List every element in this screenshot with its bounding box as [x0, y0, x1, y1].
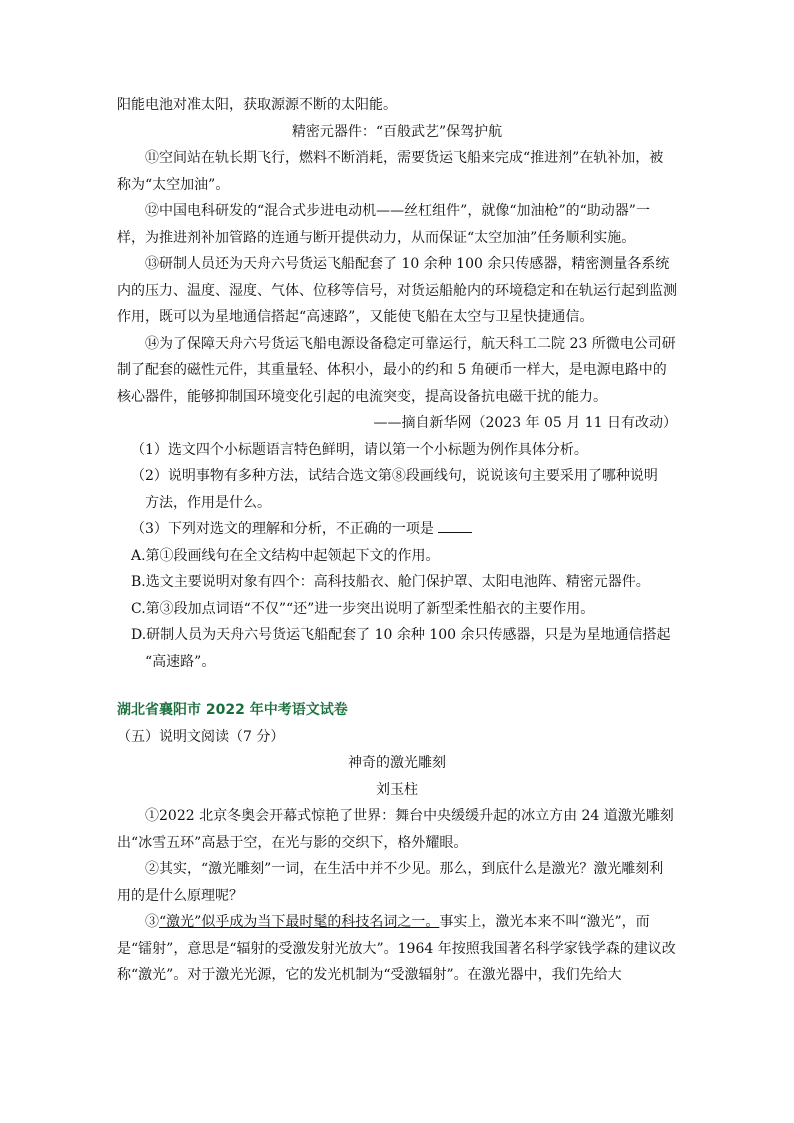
question-3-text: （3）下列对选文的理解和分析，不正确的一项是	[131, 521, 434, 537]
option-a: A.第①段画线句在全文结构中起领起下文的作用。	[131, 547, 440, 564]
option-b: B.选文主要说明对象有四个：高科技船衣、舱门保护罩、太阳电池阵、精密元器件。	[131, 574, 650, 590]
option-d: D.研制人员为天舟六号货运飞船配套了 10 余种 100 余只传感器，只是为星地通信搭起	[131, 627, 671, 643]
paragraph-continuation: 阳能电池对准太阳，获取源源不断的太阳能。	[117, 97, 397, 113]
article-author: 刘玉柱	[376, 781, 418, 798]
paragraph-13: ⑬研制人员还为天舟六号货运飞船配套了 10 余种 100 余只传感器，精密测量各系统内的压力、温度、湿度、气体、位移等信号，对货运船舱内的环境稳定和在轨运行起到监测作用，既可以为星地通信搭起“高速路”，又能使飞船在太空与卫星快捷通信。	[117, 256, 677, 325]
document-page	[117, 92, 677, 989]
answer-blank[interactable]	[438, 516, 472, 533]
article-paragraph-1: ①2022 北京冬奥会开幕式惊艳了世界：舞台中央缓缓升起的冰立方由 24 道激光雕刻出“冰雪五环”高悬于空，在光与影的交织下，格外耀眼。	[117, 808, 674, 851]
source-citation: ——摘自新华网（2023 年 05 月 11 日有改动）	[373, 415, 677, 431]
underlined-sentence: “激光”似乎成为当下最时髦的科技名词之一。	[159, 914, 440, 930]
option-c: C.第③段加点词语“不仅”“还”进一步突出说明了新型柔性船衣的主要作用。	[131, 600, 595, 617]
section-heading: （五）说明文阅读（7 分）	[117, 728, 285, 745]
paragraph-12: ⑫中国电科研发的“混合式步进电动机——丝杠组件”，就像“加油枪”的“助动器”一样，为推进剂补加管路的连通与断开提供动力，从而保证“太空加油”任务顺利实施。	[117, 203, 650, 246]
exam-title: 湖北省襄阳市 2022 年中考语文试卷	[117, 702, 348, 718]
question-2: （2）说明事物有多种方法，试结合选文第⑧段画线句，说说该句主要采用了哪种说明	[131, 468, 658, 484]
question-1: （1）选文四个小标题语言特色鲜明，请以第一个小标题为例作具体分析。	[131, 441, 588, 458]
subheading-precision-components: 精密元器件：“百般武艺”保驾护航	[291, 123, 503, 140]
spacer	[117, 675, 677, 681]
question-3	[117, 516, 677, 543]
article-title: 神奇的激光雕刻	[348, 755, 446, 771]
paragraph-3-rest: 事实上，激光本来不叫“激光”，而是“镭射”，意思是“辐射的受激发射光放大”。1964 年按照我国著名科学家钱学森的建议改称“激光”。对于激光光源，它的发光机制为“受激辐射”。在激光器中，我们先给大	[117, 914, 676, 983]
paragraph-11: ⑪空间站在轨长期飞行，燃料不断消耗，需要货运飞船来完成“推进剂”在轨补加，被称为“太空加油”。	[117, 150, 664, 193]
paragraph-number: ③	[145, 914, 159, 930]
question-2-continued: 方法，作用是什么。	[145, 494, 271, 511]
option-d-continued: “高速路”。	[145, 653, 216, 670]
article-paragraph-3	[117, 909, 677, 989]
paragraph-14: ⑭为了保障天舟六号货运飞船电源设备稳定可靠运行，航天科工二院 23 所微电公司研制了配套的磁性元件，其重量轻、体积小，最小的约和 5 角硬币一样大，是电源电路中的核心器件，能够抑制国环境变化引起的电流突变，提高设备抗电磁干扰的能力。	[117, 335, 676, 405]
article-paragraph-2: ②其实，“激光雕刻”一词，在生活中并不少见。那么，到底什么是激光？激光雕刻利用的是什么原理呢？	[117, 861, 664, 904]
